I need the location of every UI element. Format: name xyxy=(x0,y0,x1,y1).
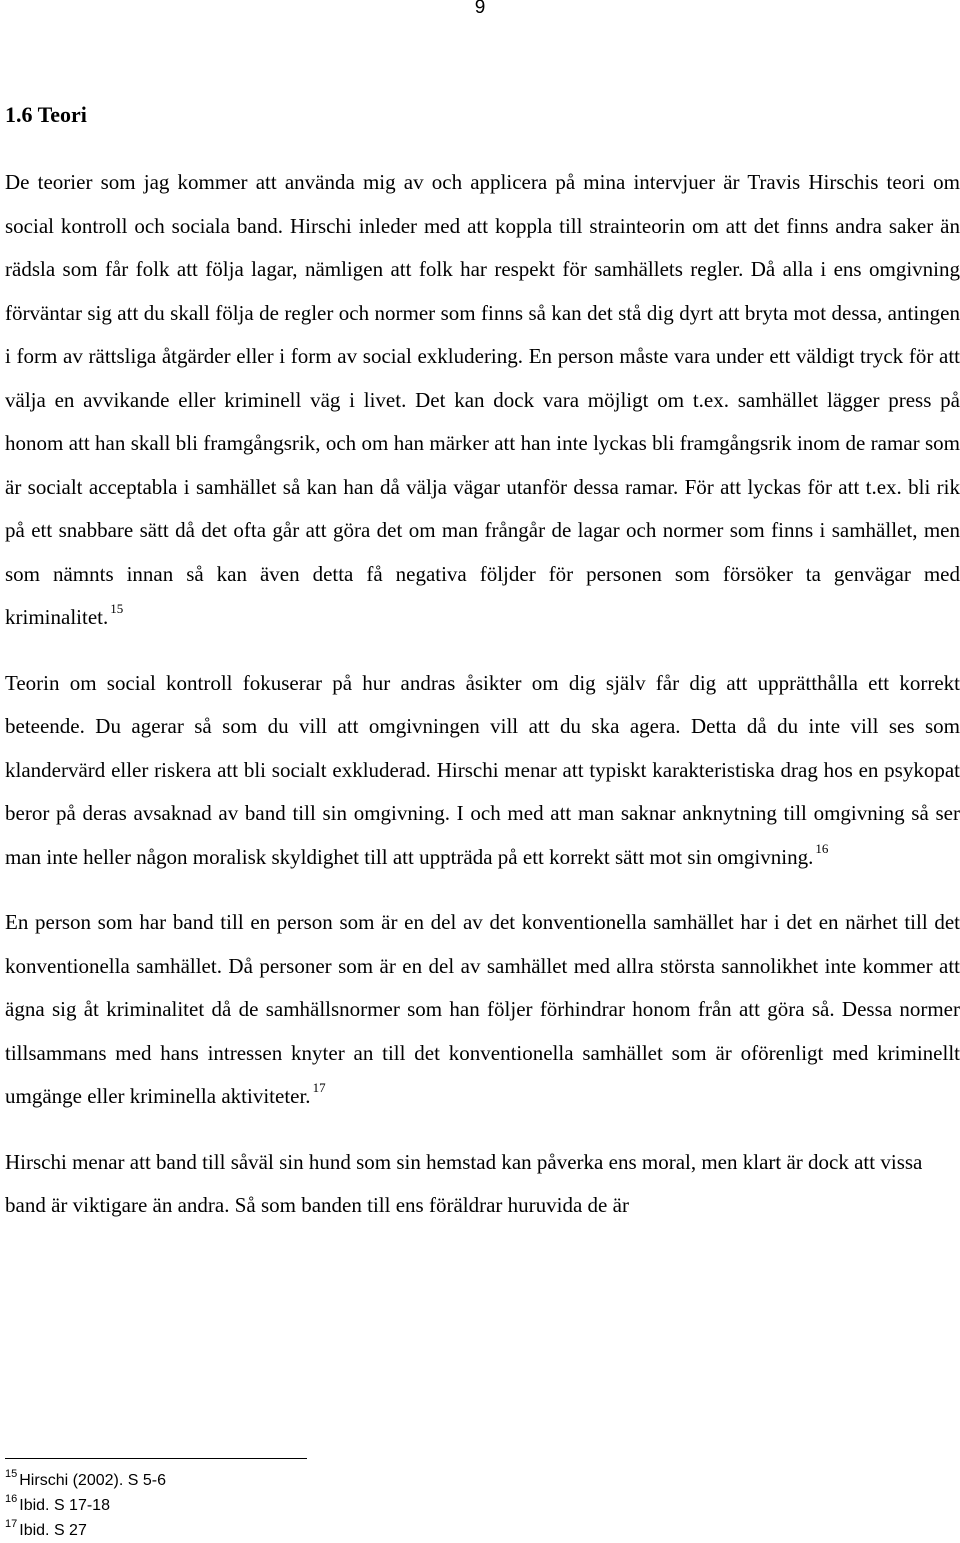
footnote xyxy=(5,1493,166,1518)
footnote xyxy=(5,1518,166,1543)
page-number: 9 xyxy=(474,0,486,18)
footnote xyxy=(5,1468,166,1493)
paragraph-text: De teorier som jag kommer att använda mig av och applicera på mina intervjuer är Travis Hirschis teori om social kontroll och sociala band. Hirschi inleder med att koppla till strainteorin om att det finns andra saker än rädsla som får folk att följa lagar, nämligen att folk har respekt för samhällets regler. Då alla i ens omgivning förväntar sig att du skall följa de regler och normer som finns så kan det stå dig dyrt att bryta mot dessa, antingen i form av rättsliga åtgärder eller i form av social exkludering. En person måste vara under ett väldigt tryck för att välja en avvikande eller kriminell väg i livet. Det kan dock vara möjligt om t.ex. samhället lägger press på honom att han skall bli framgångsrik, och om han märker att han inte lyckas bli framgångsrik inom de ramar som är socialt acceptabla i samhället så kan han då välja vägar utanför dessa ramar. För att lyckas för att t.ex. bli rik på ett snabbare sätt då det ofta går att göra det om man frångår de lagar och normer som finns i samhället, men som nämnts innan så kan även detta få negativa följder för personen som försöker ta genvägar med kriminalitet. xyxy=(5,170,960,629)
footnote-separator xyxy=(5,1458,307,1459)
paragraph xyxy=(5,1141,960,1228)
paragraph-text: En person som har band till en person som är en del av det konventionella samhället har i det en närhet till det konventionella samhället. Då personer som är en del av samhället med allra största sannolikhet inte kommer att ägna sig åt kriminalitet då de samhällsnormer som han följer förhindrar honom från att göra så. Dessa normer tillsammans med hans intressen knyter an till det konventionella samhället som är oförenligt med kriminellt umgänge eller kriminella aktiviteter. xyxy=(5,910,960,1108)
paragraph xyxy=(5,662,960,880)
footnote-number: 15 xyxy=(5,1468,18,1480)
footnote-reference: 15 xyxy=(110,601,124,616)
footnote-number: 17 xyxy=(5,1518,18,1530)
footnote-reference: 16 xyxy=(815,840,829,856)
footnote-text: Ibid. S 27 xyxy=(19,1522,87,1539)
footnote-reference: 17 xyxy=(312,1080,326,1095)
footnote-text: Ibid. S 17-18 xyxy=(19,1497,110,1514)
footnote-number: 16 xyxy=(5,1493,18,1505)
paragraph-text: Hirschi menar att band till såväl sin hund som sin hemstad kan påverka ens moral, men klart är dock att vissa band är viktigare än andra. Så som banden till ens föräldrar huruvida de är xyxy=(5,1149,923,1217)
footnotes xyxy=(5,1468,166,1543)
paragraph-text: Teorin om social kontroll fokuserar på hur andras åsikter om dig själv får dig att upprätthålla ett korrekt beteende. Du agerar så som du vill att omgivningen vill att du ska agera. Detta då du inte vill ses som klandervärd eller riskera att bli socialt exkluderad. Hirschi menar att typiskt karakteristiska drag hos en psykopat beror på deras avsaknad av band till sin omgivning. I och med att man saknar anknytning till omgivning så ser man inte heller någon moralisk skyldighet till att uppträda på ett korrekt sätt mot sin omgivning. xyxy=(5,670,960,869)
paragraph xyxy=(5,901,960,1119)
paragraph xyxy=(5,161,960,640)
body-text xyxy=(5,161,960,1228)
section-heading: 1.6 Teori xyxy=(5,102,87,127)
footnote-text: Hirschi (2002). S 5-6 xyxy=(19,1472,166,1489)
